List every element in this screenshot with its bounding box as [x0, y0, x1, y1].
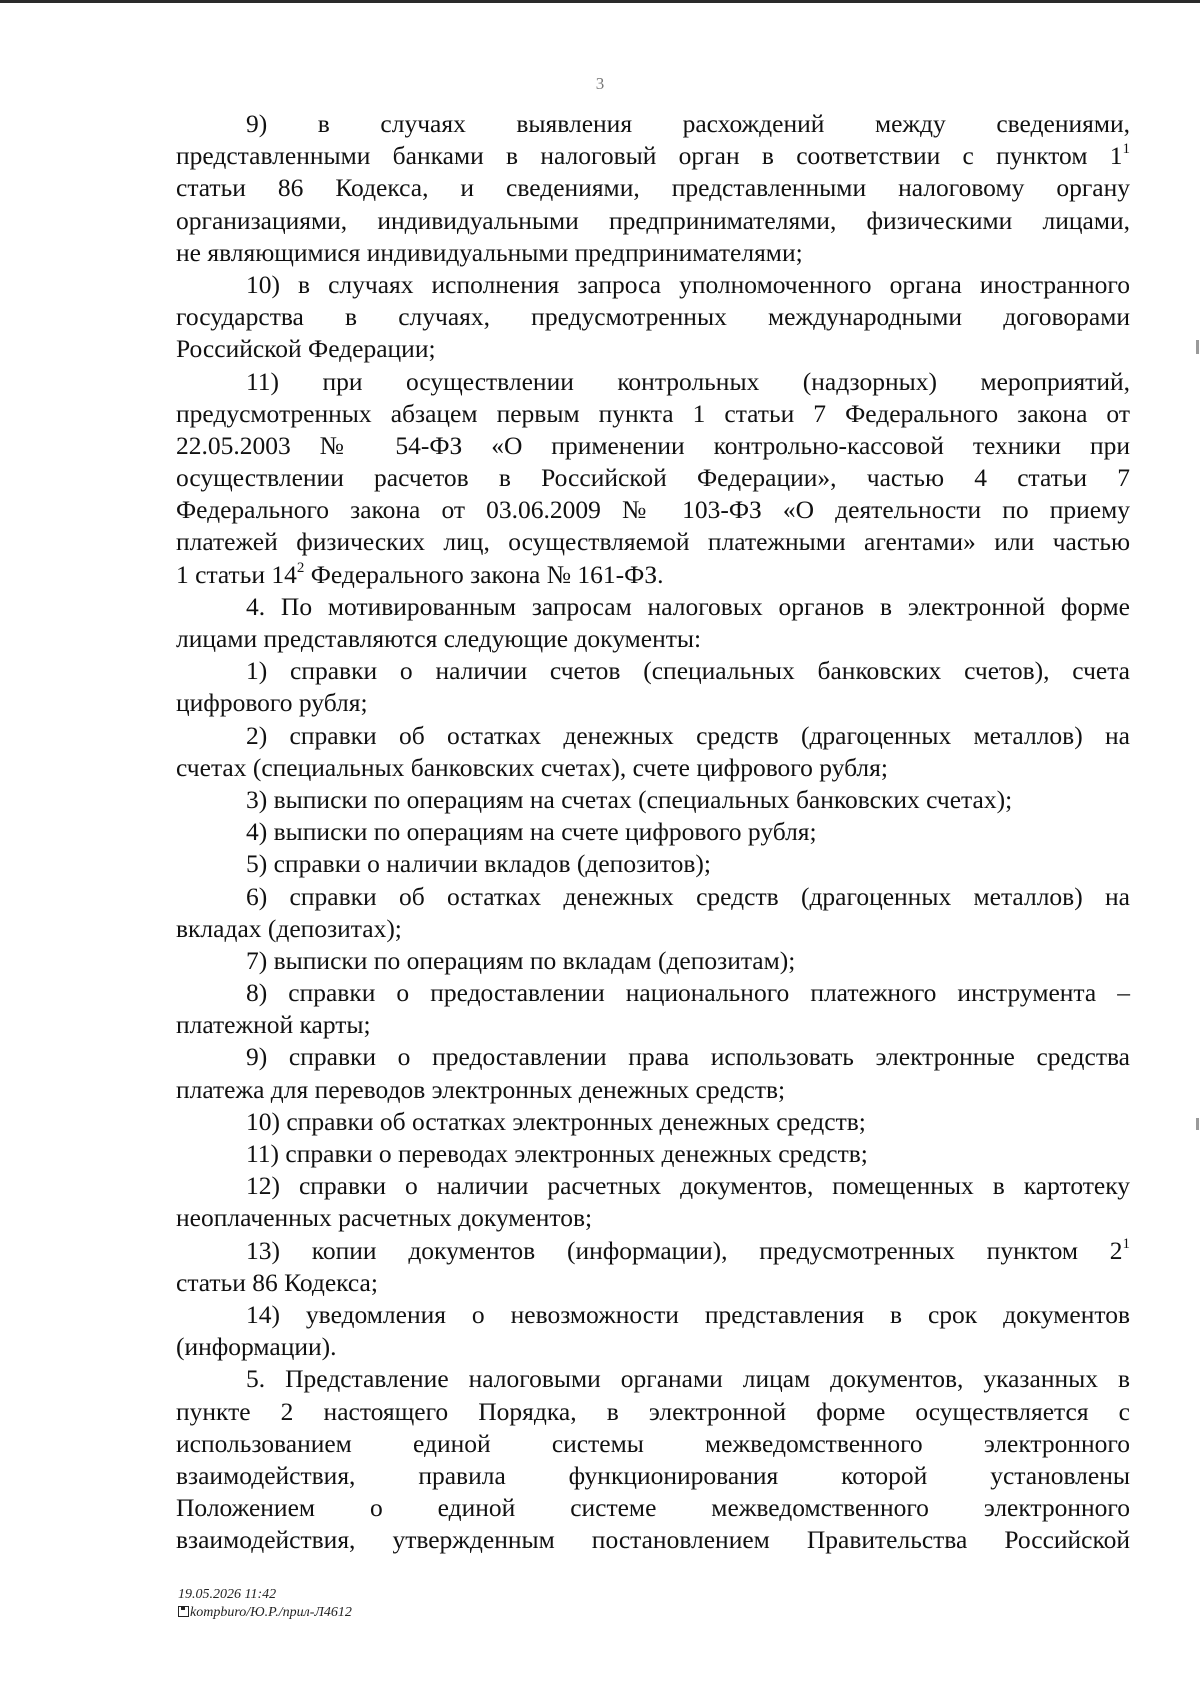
document-body: [176, 108, 1130, 1556]
text-line: [176, 848, 1130, 880]
line-text-after: Федерального закона № 161-ФЗ.: [304, 559, 664, 589]
text-line: [176, 1235, 1130, 1267]
line-text: неоплаченных расчетных документов;: [176, 1203, 593, 1233]
page-number: 3: [595, 74, 605, 93]
line-text: вкладах (депозитах);: [176, 913, 402, 943]
line-text: Российской Федерации;: [176, 334, 436, 364]
text-line: [176, 237, 1130, 269]
text-line: [176, 913, 1130, 945]
line-text: 13) копии документов (информации), предусмотренных пунктом 2: [246, 1235, 1123, 1265]
text-line: [176, 1074, 1130, 1106]
text-line: [176, 1299, 1130, 1331]
text-line: [176, 205, 1130, 237]
line-text: 5. Представление налоговыми органами лицам документов, указанных в: [246, 1364, 1130, 1394]
line-text: 1) справки о наличии счетов (специальных банковских счетов), счета: [246, 656, 1130, 686]
line-text: 3) выписки по операциям на счетах (специальных банковских счетах);: [246, 784, 1013, 814]
text-line: [176, 140, 1130, 172]
line-text: счетах (специальных банковских счетах), счете цифрового рубля;: [176, 752, 888, 782]
line-text: 2) справки об остатках денежных средств (драгоценных металлов) на: [246, 720, 1130, 750]
line-text: организациями, индивидуальными предпринимателями, физическими лицами,: [176, 205, 1130, 235]
line-text: 14) уведомления о невозможности представления в срок документов: [246, 1299, 1130, 1329]
text-line: [176, 1363, 1130, 1395]
text-line: [176, 559, 1130, 591]
line-text: лицами представляются следующие документы:: [176, 624, 702, 653]
text-line: [176, 1492, 1130, 1524]
line-text: использованием единой системы межведомственного электронного: [176, 1428, 1130, 1458]
floppy-disk-icon: [178, 1606, 189, 1617]
text-line: [176, 1138, 1130, 1170]
text-line: [176, 1460, 1130, 1492]
text-line: [176, 1331, 1130, 1363]
superscript: 1: [1122, 141, 1130, 158]
line-text: осуществлении расчетов в Российской Федерации», частью 4 статьи 7: [176, 463, 1130, 493]
text-line: [176, 301, 1130, 333]
text-line: [176, 687, 1130, 719]
right-scan-mark: [1196, 1118, 1199, 1130]
line-text: 11) справки о переводах электронных денежных средств;: [246, 1139, 868, 1168]
text-line: [176, 1106, 1130, 1138]
text-line: [176, 1202, 1130, 1234]
line-text: Федерального закона от 03.06.2009 № 103-ФЗ «О деятельности по приему: [176, 495, 1130, 525]
text-line: [176, 1041, 1130, 1073]
text-line: [176, 816, 1130, 848]
line-text: государства в случаях, предусмотренных международными договорами: [176, 302, 1130, 332]
line-text: взаимодействия, правила функционирования которой установлены: [176, 1460, 1130, 1490]
line-text: не являющимися индивидуальными предпринимателями;: [176, 237, 803, 267]
line-text: 22.05.2003 № 54-ФЗ «О применении контрольно-кассовой техники при: [176, 430, 1130, 460]
line-text: платежей физических лиц, осуществляемой платежными агентами» или частью: [176, 527, 1130, 557]
line-text: 10) справки об остатках электронных денежных средств;: [246, 1106, 866, 1136]
line-text: 1 статьи 14: [176, 559, 297, 589]
line-text: 4) выписки по операциям на счете цифрового рубля;: [246, 817, 817, 847]
line-text: 6) справки об остатках денежных средств (драгоценных металлов) на: [246, 881, 1130, 911]
footer-file-path: kompburo/Ю.Р./прил-Л4612: [190, 1605, 352, 1620]
text-line: [176, 398, 1130, 430]
text-line: [176, 1267, 1130, 1299]
text-line: [176, 526, 1130, 558]
text-line: [176, 977, 1130, 1009]
superscript: 2: [296, 559, 305, 576]
line-text: платежной карты;: [176, 1010, 371, 1040]
footer-datetime: 19.05.2026 11:42: [178, 1587, 277, 1602]
top-scan-edge: [0, 0, 1200, 3]
text-line: [176, 172, 1130, 204]
line-text: пункте 2 настоящего Порядка, в электронной форме осуществляется с: [176, 1396, 1130, 1426]
text-line: [176, 269, 1130, 301]
footer-file-path-row: [178, 1604, 352, 1622]
superscript: 1: [1122, 1235, 1130, 1252]
text-line: [176, 945, 1130, 977]
text-line: [176, 494, 1130, 526]
text-line: [176, 430, 1130, 462]
text-line: [176, 333, 1130, 365]
line-text: (информации).: [176, 1332, 337, 1362]
line-text: предусмотренных абзацем первым пункта 1 статьи 7 Федерального закона от: [176, 398, 1130, 428]
text-line: [176, 1170, 1130, 1202]
text-line: [176, 720, 1130, 752]
text-line: [176, 366, 1130, 398]
text-line: [176, 1396, 1130, 1428]
text-line: [176, 1524, 1130, 1556]
line-text: 9) справки о предоставлении права использовать электронные средства: [246, 1042, 1130, 1072]
text-line: [176, 1428, 1130, 1460]
line-text: платежа для переводов электронных денежных средств;: [176, 1074, 786, 1104]
line-text: 10) в случаях исполнения запроса уполномоченного органа иностранного: [246, 269, 1130, 299]
document-footer: [178, 1586, 352, 1622]
line-text: статьи 86 Кодекса, и сведениями, представленными налоговому органу: [176, 173, 1130, 203]
line-text: представленными банками в налоговый орган в соответствии с пунктом 1: [176, 141, 1123, 171]
line-text: статьи 86 Кодекса;: [176, 1267, 378, 1297]
line-text: 7) выписки по операциям по вкладам (депозитам);: [246, 945, 796, 975]
text-line: [176, 881, 1130, 913]
text-line: [176, 752, 1130, 784]
line-text: 8) справки о предоставлении национального платежного инструмента –: [246, 978, 1130, 1008]
line-text: цифрового рубля;: [176, 688, 368, 718]
line-text: 12) справки о наличии расчетных документов, помещенных в картотеку: [246, 1171, 1130, 1201]
text-line: [176, 462, 1130, 494]
text-line: [176, 591, 1130, 623]
right-scan-mark: [1196, 340, 1199, 354]
line-text: 5) справки о наличии вкладов (депозитов);: [246, 849, 711, 879]
text-line: [176, 108, 1130, 140]
text-line: [176, 1009, 1130, 1041]
line-text: 4. По мотивированным запросам налоговых органов в электронной форме: [246, 591, 1130, 621]
line-text: 11) при осуществлении контрольных (надзорных) мероприятий,: [246, 366, 1130, 396]
text-line: [176, 784, 1130, 816]
line-text: 9) в случаях выявления расхождений между сведениями,: [246, 109, 1130, 138]
line-text: взаимодействия, утвержденным постановлением Правительства Российской: [176, 1525, 1130, 1555]
text-line: [176, 655, 1130, 687]
line-text: Положением о единой системе межведомственного электронного: [176, 1493, 1130, 1523]
text-line: [176, 623, 1130, 655]
